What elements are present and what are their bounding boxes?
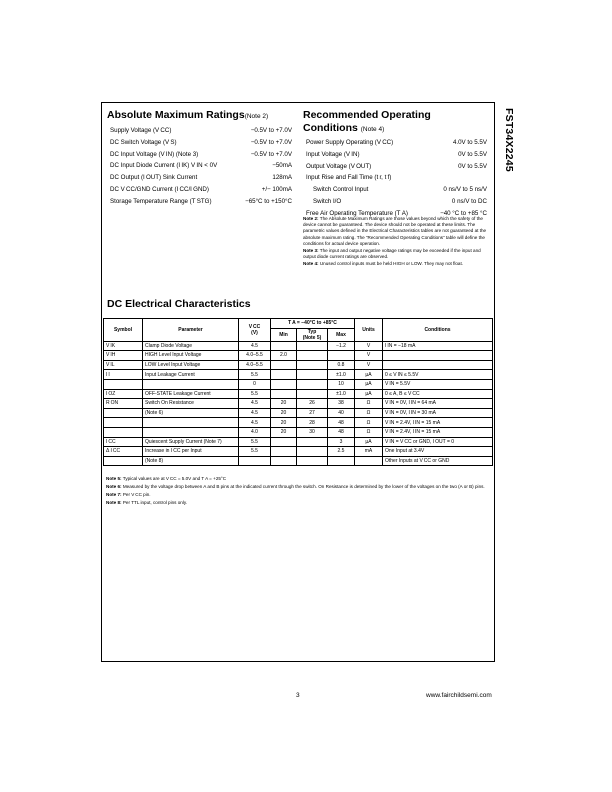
dc-cell-typ: 30 <box>297 427 328 437</box>
dc-cell-vcc: 4.0 <box>239 427 271 437</box>
dc-cell-typ <box>297 456 328 466</box>
th-typ-note: (Note 5) <box>302 334 322 341</box>
rec-op-title-line1: Recommended Operating <box>303 109 431 121</box>
dc-cell-symbol: V IK <box>104 341 143 351</box>
dc-cell-min: 20 <box>271 427 297 437</box>
table-row <box>104 456 493 466</box>
dc-note-item <box>106 500 490 507</box>
dc-cell-min: 20 <box>271 399 297 409</box>
dc-cell-typ: 27 <box>297 408 328 418</box>
dc-cell-max: ±1.0 <box>328 370 355 380</box>
rec-op-label: Input Voltage (V IN) <box>306 150 360 158</box>
dc-cell-vcc: 4.0–5.5 <box>239 351 271 361</box>
rec-op-row <box>306 163 487 170</box>
footer-url[interactable]: www.fairchildsemi.com <box>426 692 492 699</box>
dc-cell-units: µA <box>355 370 383 380</box>
dc-cell-max: 38 <box>328 399 355 409</box>
note-text: Typical values are at V CC = 5.0V and T A = +25°C <box>122 476 227 481</box>
th-vcc-label: V CC <box>248 323 261 330</box>
part-number: FST34X2245 <box>503 108 515 172</box>
rec-op-row <box>306 174 487 181</box>
abs-max-label: DC Output (I OUT) Sink Current <box>110 174 198 182</box>
dc-cell-param: Increase in I CC per Input <box>143 447 239 457</box>
th-max: Max <box>328 328 355 341</box>
dc-cell-units: Ω <box>355 408 383 418</box>
table-row <box>104 437 493 447</box>
dc-cell-vcc <box>239 456 271 466</box>
abs-max-label: Supply Voltage (V CC) <box>110 127 172 134</box>
dc-cell-param <box>143 379 239 389</box>
dc-cell-symbol <box>104 427 143 437</box>
table-row <box>104 351 493 361</box>
dc-cell-symbol: I CC <box>104 437 143 447</box>
dc-cell-cond: 0 ≤ V IN ≤ 5.5V <box>383 370 493 380</box>
abs-max-row <box>110 139 292 146</box>
rec-op-heading <box>303 109 431 136</box>
note-tag: Note 7: <box>106 492 122 498</box>
dc-cell-param: Switch On Resistance <box>143 399 239 409</box>
table-row <box>104 341 493 351</box>
dc-cell-cond: 0 ≤ A, B ≤ V CC <box>383 389 493 399</box>
th-vcc-unit: (V) <box>251 329 258 336</box>
dc-cell-symbol <box>104 418 143 428</box>
dc-cell-min <box>271 370 297 380</box>
dc-cell-units: V <box>355 341 383 351</box>
abs-max-value: −50mA <box>272 162 292 170</box>
dc-cell-max: 0.8 <box>328 360 355 370</box>
table-row <box>104 427 493 437</box>
rec-op-label: Input Rise and Fall Time (t r, t f) <box>306 174 392 182</box>
dc-cell-cond: One Input at 3.4V <box>383 447 493 457</box>
abs-max-value: −0.5V to +7.0V <box>250 138 292 146</box>
dc-cell-cond: V IN = 2.4V, I IN = 15 mA <box>383 418 493 428</box>
dc-cell-cond: V IN = V CC or GND, I OUT = 0 <box>383 437 493 447</box>
rec-op-value: 0 ns/V to 5 ns/V <box>443 186 487 194</box>
abs-max-label: DC Input Voltage (V IN) (Note 3) <box>110 150 199 158</box>
dc-cell-typ <box>297 360 328 370</box>
dc-cell-param: (Note 6) <box>143 408 239 418</box>
note-text: The Absolute Maximum Ratings are those values beyond which the safety of the device cannot be guaranteed. The device should not be operated at these limits. The parametric values defined in the Electrical Characteristics tables are not guaranteed at the absolute maximum rating. The “Recommended Operating Conditions” table will define the conditions for actual device operation. <box>303 216 487 246</box>
th-typ-label: Typ <box>307 328 317 335</box>
dc-cell-vcc: 5.5 <box>239 370 271 380</box>
rec-op-title-line2: Conditions <box>303 122 358 134</box>
dc-cell-min <box>271 360 297 370</box>
dc-cell-cond: Other Inputs at V CC or GND <box>383 456 493 466</box>
dc-cell-vcc: 4.5 <box>239 408 271 418</box>
th-conditions: Conditions <box>383 319 493 342</box>
dc-cell-min: 2.0 <box>271 351 297 361</box>
dc-cell-min: 20 <box>271 418 297 428</box>
note-text: The input and output negative voltage ratings may be exceeded if the input and output diode current ratings are observed. <box>303 248 481 260</box>
dc-note-item <box>106 484 490 491</box>
dc-cell-min <box>271 341 297 351</box>
dc-cell-vcc: 5.5 <box>239 437 271 447</box>
rec-op-value: 4.0V to 5.5V <box>452 139 487 146</box>
page-number: 3 <box>296 692 300 699</box>
table-row <box>104 408 493 418</box>
dc-cell-symbol: I OZ <box>104 389 143 399</box>
th-typ <box>297 328 328 341</box>
abs-max-value: −0.5V to +7.0V <box>250 127 292 134</box>
dc-cell-typ <box>297 351 328 361</box>
dc-cell-units: Ω <box>355 399 383 409</box>
abs-max-value: 128mA <box>272 174 292 182</box>
note-text: Unused control inputs must be held HIGH or LOW. They may not float. <box>319 261 464 267</box>
rec-op-note-item <box>303 216 488 247</box>
dc-cell-param: LOW Level Input Voltage <box>143 360 239 370</box>
dc-cell-symbol: I I <box>104 370 143 380</box>
note-tag: Note 3: <box>303 248 319 254</box>
table-row <box>104 379 493 389</box>
table-row <box>104 447 493 457</box>
note-tag: Note 5: <box>106 476 122 481</box>
abs-max-row <box>110 162 292 169</box>
dc-cell-min <box>271 447 297 457</box>
rec-op-value: 0 ns/V to DC <box>451 198 487 205</box>
dc-cell-min <box>271 389 297 399</box>
dc-cell-cond: V IN = 0V, I IN = 30 mA <box>383 408 493 418</box>
dc-cell-typ: 28 <box>297 418 328 428</box>
note-text: Per V CC pin. <box>122 492 151 498</box>
dc-note-item <box>106 476 490 483</box>
dc-cell-param: (Note 8) <box>143 456 239 466</box>
dc-cell-max: 10 <box>328 379 355 389</box>
abs-max-value: −0.5V to +7.0V <box>250 150 292 158</box>
dc-cell-units: V <box>355 351 383 361</box>
dc-cell-vcc: 4.5 <box>239 418 271 428</box>
dc-cell-cond: I IN = −18 mA <box>383 341 493 351</box>
rec-op-label: Switch I/O <box>313 198 342 205</box>
note-tag: Note 6: <box>106 484 122 490</box>
table-row <box>104 418 493 428</box>
dc-cell-param <box>143 427 239 437</box>
dc-cell-cond: V IN = 5.5V <box>383 379 493 389</box>
dc-cell-vcc: 4.5 <box>239 399 271 409</box>
note-text: Per TTL input, control pins only. <box>122 500 188 506</box>
rec-op-row <box>306 151 487 158</box>
dc-cell-symbol: Δ I CC <box>104 447 143 457</box>
rec-op-value: −40 °C to +85 °C <box>440 209 487 217</box>
table-row <box>104 389 493 399</box>
dc-cell-typ <box>297 447 328 457</box>
dc-cell-min <box>271 437 297 447</box>
dc-cell-max: −1.2 <box>328 341 355 351</box>
dc-cell-min: 20 <box>271 408 297 418</box>
dc-cell-param: HIGH Level Input Voltage <box>143 351 239 361</box>
dc-notes <box>106 476 490 508</box>
rec-op-label: Switch Control Input <box>313 186 369 194</box>
dc-cell-typ <box>297 379 328 389</box>
dc-cell-vcc: 0 <box>239 379 271 389</box>
dc-cell-vcc: 4.5 <box>239 341 271 351</box>
dc-cell-symbol: R ON <box>104 399 143 409</box>
dc-cell-units: µA <box>355 437 383 447</box>
dc-cell-vcc: 5.5 <box>239 447 271 457</box>
dc-cell-units: mA <box>355 447 383 457</box>
abs-max-label: DC V CC/GND Current (I CC/I GND) <box>110 186 209 193</box>
dc-cell-typ <box>297 389 328 399</box>
dc-cell-vcc: 4.0–5.5 <box>239 360 271 370</box>
dc-cell-max <box>328 456 355 466</box>
dc-cell-typ <box>297 370 328 380</box>
dc-cell-typ <box>297 437 328 447</box>
dc-cell-cond <box>383 360 493 370</box>
rec-op-value: 0V to 5.5V <box>458 150 487 158</box>
table-row <box>104 399 493 409</box>
abs-max-label: Storage Temperature Range (T STG) <box>110 197 212 205</box>
abs-max-row <box>110 151 292 158</box>
rec-op-label: Free Air Operating Temperature (T A) <box>306 209 408 217</box>
dc-cell-min <box>271 379 297 389</box>
rec-op-row <box>313 198 487 205</box>
dc-cell-symbol: V IL <box>104 360 143 370</box>
abs-max-row <box>110 186 292 193</box>
dc-cell-min <box>271 456 297 466</box>
abs-max-label: DC Switch Voltage (V S) <box>110 138 177 146</box>
abs-max-row <box>110 198 292 205</box>
table-row <box>104 360 493 370</box>
dc-cell-param: Clamp Diode Voltage <box>143 341 239 351</box>
rec-op-note-item <box>303 261 488 267</box>
dc-cell-units: µA <box>355 379 383 389</box>
note-tag: Note 4: <box>303 261 319 267</box>
abs-max-row <box>110 174 292 181</box>
dc-cell-max: 2.5 <box>328 447 355 457</box>
abs-max-value: +/− 100mA <box>261 186 292 193</box>
dc-cell-max: 48 <box>328 427 355 437</box>
th-min: Min <box>271 328 297 341</box>
table-row <box>104 370 493 380</box>
dc-cell-symbol <box>104 379 143 389</box>
rec-op-row <box>313 186 487 193</box>
note-tag: Note 2: <box>303 216 319 221</box>
dc-cell-param: OFF-STATE Leakage Current <box>143 389 239 399</box>
note-tag: Note 8: <box>106 500 122 506</box>
dc-cell-symbol <box>104 408 143 418</box>
rec-op-note-item <box>303 248 488 260</box>
dc-cell-max: 3 <box>328 437 355 447</box>
th-vcc <box>239 319 271 342</box>
abs-max-heading <box>107 109 268 121</box>
dc-cell-symbol: V IH <box>104 351 143 361</box>
dc-cell-cond: V IN = 2.4V, I IN = 15 mA <box>383 427 493 437</box>
abs-max-row <box>110 127 292 134</box>
dc-cell-param: Quiescent Supply Current (Note 7) <box>143 437 239 447</box>
abs-max-label: DC Input Diode Current (I IK) V IN < 0V <box>110 162 218 170</box>
dc-cell-cond: V IN = 0V, I IN = 64 mA <box>383 399 493 409</box>
rec-op-label: Output Voltage (V OUT) <box>306 162 372 170</box>
dc-cell-cond <box>383 351 493 361</box>
rec-op-row <box>306 139 487 146</box>
dc-table <box>103 318 493 466</box>
abs-max-title: Absolute Maximum Ratings <box>107 109 245 121</box>
dc-cell-max <box>328 351 355 361</box>
dc-cell-units: V <box>355 360 383 370</box>
dc-cell-units: Ω <box>355 427 383 437</box>
rec-op-label: Power Supply Operating (V CC) <box>306 139 394 146</box>
rec-op-notes <box>303 216 488 269</box>
th-ta: T A = −40°C to +85°C <box>271 319 355 329</box>
dc-cell-units: µA <box>355 389 383 399</box>
dc-cell-symbol <box>104 456 143 466</box>
th-symbol: Symbol <box>104 319 143 342</box>
dc-cell-typ: 26 <box>297 399 328 409</box>
dc-cell-max: 40 <box>328 408 355 418</box>
dc-cell-max: ±1.0 <box>328 389 355 399</box>
dc-cell-typ <box>297 341 328 351</box>
abs-max-note: (Note 2) <box>244 113 269 120</box>
part-number-sidebar <box>499 108 515 218</box>
rec-op-value: 0V to 5.5V <box>458 162 487 170</box>
dc-heading: DC Electrical Characteristics <box>107 298 251 310</box>
note-text: Measured by the voltage drop between A and B pins at the indicated current through the switch. On Resistance is determined by the lower of the voltages on the two (A or B) pins. <box>122 484 485 490</box>
dc-note-item <box>106 492 490 499</box>
dc-cell-units: Ω <box>355 418 383 428</box>
dc-cell-units <box>355 456 383 466</box>
th-parameter: Parameter <box>143 319 239 342</box>
dc-cell-max: 48 <box>328 418 355 428</box>
dc-cell-vcc: 5.5 <box>239 389 271 399</box>
rec-op-note: (Note 4) <box>360 126 385 133</box>
th-units: Units <box>355 319 383 342</box>
abs-max-value: −65°C to +150°C <box>245 197 292 205</box>
dc-cell-param <box>143 418 239 428</box>
dc-cell-param: Input Leakage Current <box>143 370 239 380</box>
